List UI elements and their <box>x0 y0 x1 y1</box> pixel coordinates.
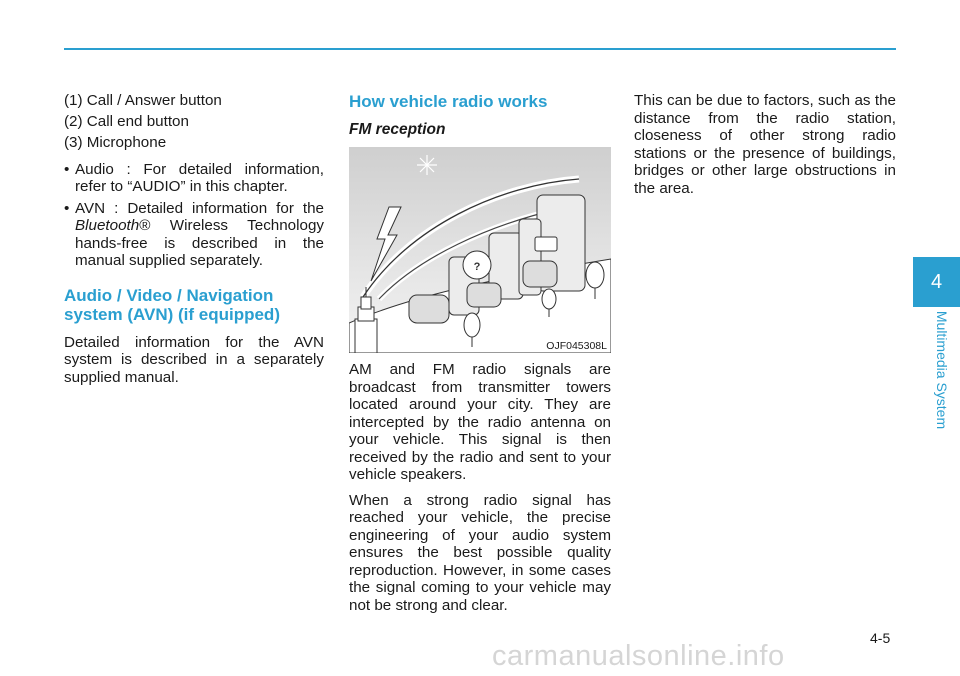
reference-list <box>64 161 324 270</box>
radio-paragraph-2: When a strong radio signal has reached your vehicle, the precise engineering of your audio system ensures the best possible quality reproduction. However, in some cases the signal coming to your vehicle may not be strong and clear. <box>349 491 611 614</box>
bullet-avn-suffix: Wireless Technology hands-free is described in the manual supplied separately. <box>75 217 324 269</box>
middle-column <box>349 92 611 622</box>
avn-text: Detailed information for the AVN system is described in a separately supplied manual. <box>64 333 324 386</box>
registered-mark: ® <box>139 217 151 234</box>
obstruction-paragraph: This can be due to factors, such as the distance from the radio station, closeness of other strong radio stations or the presence of buildings, bridges or other large obstructions in the area. <box>634 92 896 197</box>
top-rule <box>64 48 896 50</box>
watermark: carmanualsonline.info <box>492 640 785 672</box>
chapter-title: Multimedia System <box>934 310 950 430</box>
item-call-answer: (1) Call / Answer button <box>64 92 222 109</box>
sun-burst <box>417 155 437 175</box>
item-microphone: (3) Microphone <box>64 134 167 151</box>
question-mark-icon: ? <box>473 261 481 273</box>
left-column <box>64 92 324 394</box>
bullet-audio: • Audio : For detailed information, refer to “AUDIO” in this chapter. <box>64 161 324 196</box>
right-column <box>634 92 896 205</box>
fm-reception-illustration <box>349 147 611 353</box>
bluetooth-word: Bluetooth <box>75 217 140 234</box>
fm-reception-scene <box>349 147 611 353</box>
radio-display-icon <box>535 237 557 251</box>
figure-code: OJF045308L <box>546 340 607 352</box>
bullet-avn-prefix: AVN : Detailed information for the <box>75 199 324 217</box>
radio-paragraph-1: AM and FM radio signals are broadcast from transmitter towers located around your city. They are intercepted by the radio antenna on your vehicle. This signal is then received by the radio and sent to your vehicle speakers. <box>349 361 611 483</box>
avn-heading: Audio / Video / Navigation system (AVN) (if equipped) <box>64 285 280 324</box>
radio-heading: How vehicle radio works <box>349 92 548 111</box>
item-call-end: (2) Call end button <box>64 113 189 130</box>
bullet-avn <box>64 200 324 270</box>
page-number: 4-5 <box>870 630 891 646</box>
chapter-tab: 4 <box>913 257 960 307</box>
fm-reception-subheading: FM reception <box>349 121 446 138</box>
